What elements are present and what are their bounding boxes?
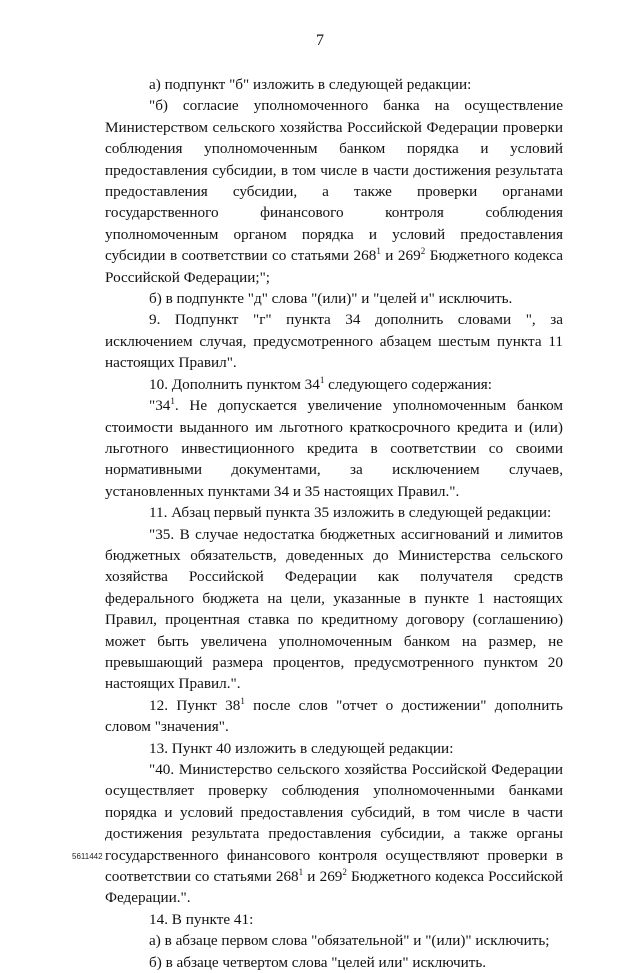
paragraph: б) в подпункте "д" слова "(или)" и "целей и" исключить.	[149, 290, 513, 308]
paragraph: 9. Подпункт "г" пункта 34 дополнить словами ", за исключением случая, предусмотренного абзацем шестым пункта 11 настоящих Правил".	[105, 311, 563, 372]
document-body	[105, 74, 563, 973]
paragraph: "$34^1$. Не допускается увеличение уполномоченным банком стоимости выданного им льготного краткосрочного кредита и (или) льготного инвестиционного кредита в соответствии со своими нормативными документами, за исключением случаев, установленных пунктами 34 и 35 настоящих Правил.".	[105, 396, 563, 500]
paragraph: 14. В пункте 41:	[149, 910, 254, 928]
paragraph: 13. Пункт 40 изложить в следующей редакции:	[149, 739, 454, 757]
paragraph: 11. Абзац первый пункта 35 изложить в следующей редакции:	[149, 504, 552, 522]
paragraph: 10. Дополнить пунктом $34^1$ следующего содержания:	[149, 374, 492, 393]
paragraph: а) в абзаце первом слова "обязательной" и "(или)" исключить;	[149, 932, 550, 950]
paragraph: а) подпункт "б" изложить в следующей редакции:	[149, 76, 472, 93]
paragraph: "35. В случае недостатка бюджетных ассигнований и лимитов бюджетных обязательств, доведенных до Министерства сельского хозяйства Российской Федерации как получателя средств федерального бюджета на цели, указанные в пункте 1 настоящих Правил, процентная ставка по кредитному договору (соглашению) может быть увеличена уполномоченным банком на размер, не превышающий размера процентов, предусмотренного пунктом 20 настоящих Правил.".	[105, 525, 563, 693]
page-number: 7	[316, 32, 324, 49]
paragraph: 12. Пункт $38^1$ после слов "отчет о достижении" дополнить словом "значения".	[105, 695, 563, 736]
paragraph: "40. Министерство сельского хозяйства Российской Федерации осуществляет проверку соблюдения уполномоченными банками порядка и условий предоставления субсидий, в том числе в части достижения результата предоставления субсидии, а также органы государственного финансового контроля осуществляют проверки в соответствии со статьями $268^1$ и $269^2$ Бюджетного кодекса Российской Федерации.".	[105, 761, 563, 907]
paragraph: б) в абзаце четвертом слова "целей или" исключить.	[149, 953, 487, 971]
paragraph: "б) согласие уполномоченного банка на осуществление Министерством сельского хозяйства Российской Федерации проверки соблюдения уполномоченным банком порядка и условий предоставления субсидии, в том числе в части достижения результата предоставления субсидии, а также проверки органами государственного финансового контроля соблюдения уполномоченным органом порядка и условий предоставления субсидии в соответствии со статьями $268^1$ и $269^2$ Бюджетного кодекса Российской Федерации;";	[105, 97, 563, 286]
document-code: 5611442	[72, 852, 103, 861]
